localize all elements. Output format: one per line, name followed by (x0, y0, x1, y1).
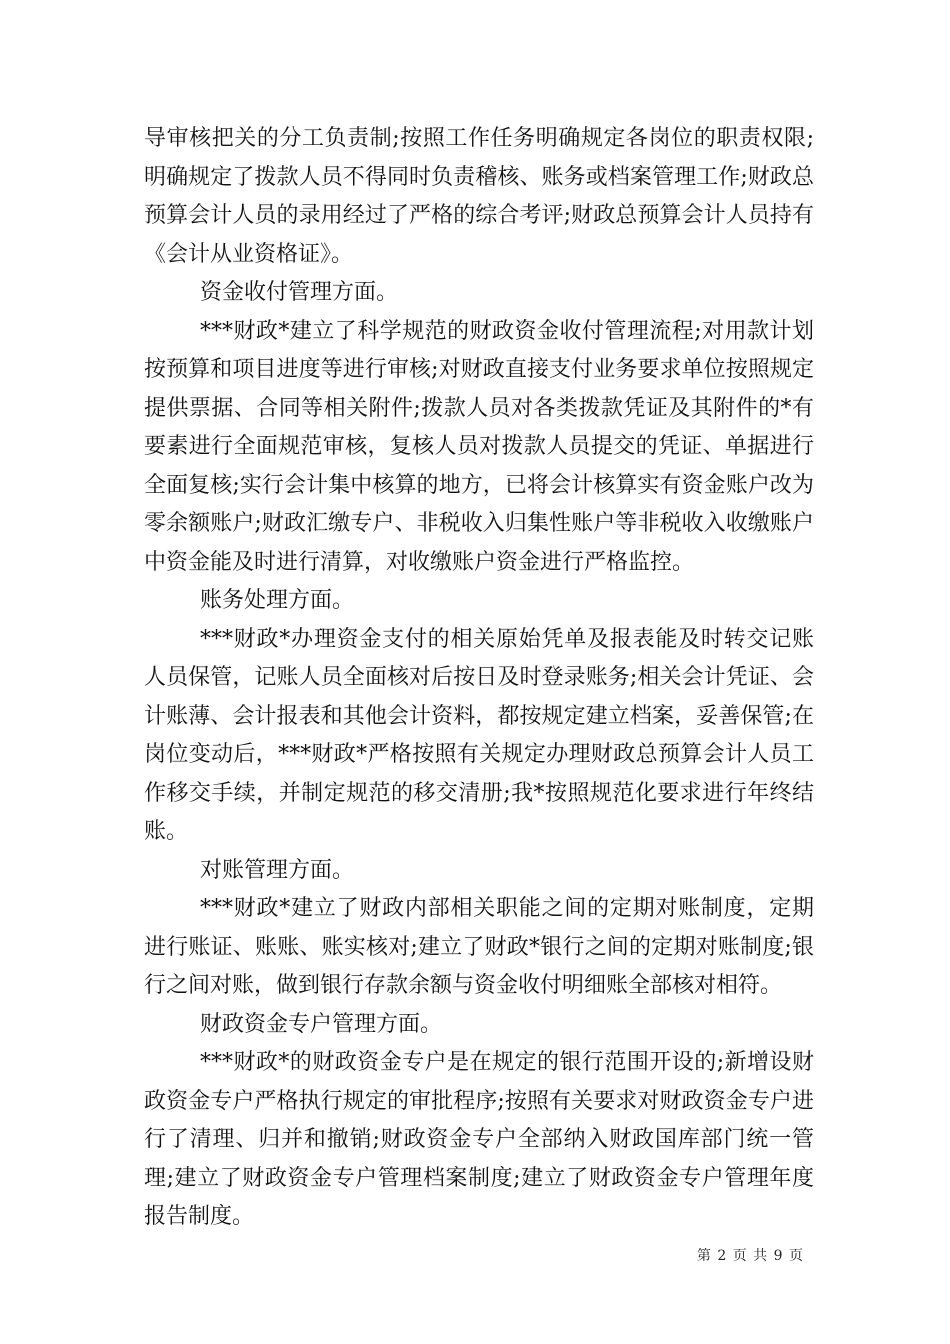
section-heading-reconciliation: 对账管理方面。 (200, 857, 355, 883)
paragraph-reconciliation: ***财政*建立了财政内部相关职能之间的定期对账制度，定期进行账证、账账、账实核对;建立了财政*银行之间的定期对账制度;银行之间对账，做到银行存款余额与资金收付明细账全部核对相符。 (144, 896, 814, 998)
section-heading-special-account: 财政资金专户管理方面。 (200, 1011, 443, 1037)
paragraph-continued: 导审核把关的分工负责制;按照工作任务明确规定各岗位的职责权限;明确规定了拨款人员不得同时负责稽核、账务或档案管理工作;财政总预算会计人员的录用经过了严格的综合考评;财政总预算会计人员持有《会计从业资格证》。 (144, 126, 814, 267)
document-body (144, 120, 814, 1237)
paragraph-fund-collection: ***财政*建立了科学规范的财政资金收付管理流程;对用款计划按预算和项目进度等进行审核;对财政直接支付业务要求单位按照规定提供票据、合同等相关附件;拨款人员对各类拨款凭证及其附件的*有要素进行全面规范审核，复核人员对拨款人员提交的凭证、单据进行全面复核;实行会计集中核算的地方，已将会计核算实有资金账户改为零余额账户;财政汇缴专户、非税收入归集性账户等非税收入收缴账户中资金能及时进行清算，对收缴账户资金进行严格监控。 (144, 318, 814, 575)
page-number-footer: 第 2 页 共 9 页 (696, 1248, 804, 1264)
paragraph-accounting: ***财政*办理资金支付的相关原始凭单及报表能及时转交记账人员保管，记账人员全面核对后按日及时登录账务;相关会计凭证、会计账薄、会计报表和其他会计资料，都按规定建立档案，妥善保管;在岗位变动后，***财政*严格按照有关规定办理财政总预算会计人员工作移交手续，并制定规范的移交清册;我*按照规范化要求进行年终结账。 (144, 626, 814, 844)
section-heading-fund-collection: 资金收付管理方面。 (200, 280, 399, 305)
paragraph-special-account: ***财政*的财政资金专户是在规定的银行范围开设的;新增设财政资金专户严格执行规定的审批程序;按照有关要求对财政资金专户进行了清理、归并和撤销;财政资金专户全部纳入财政国库部门统一管理;建立了财政资金专户管理档案制度;建立了财政资金专户管理年度报告制度。 (144, 1050, 814, 1229)
section-heading-accounting: 账务处理方面。 (200, 588, 355, 613)
